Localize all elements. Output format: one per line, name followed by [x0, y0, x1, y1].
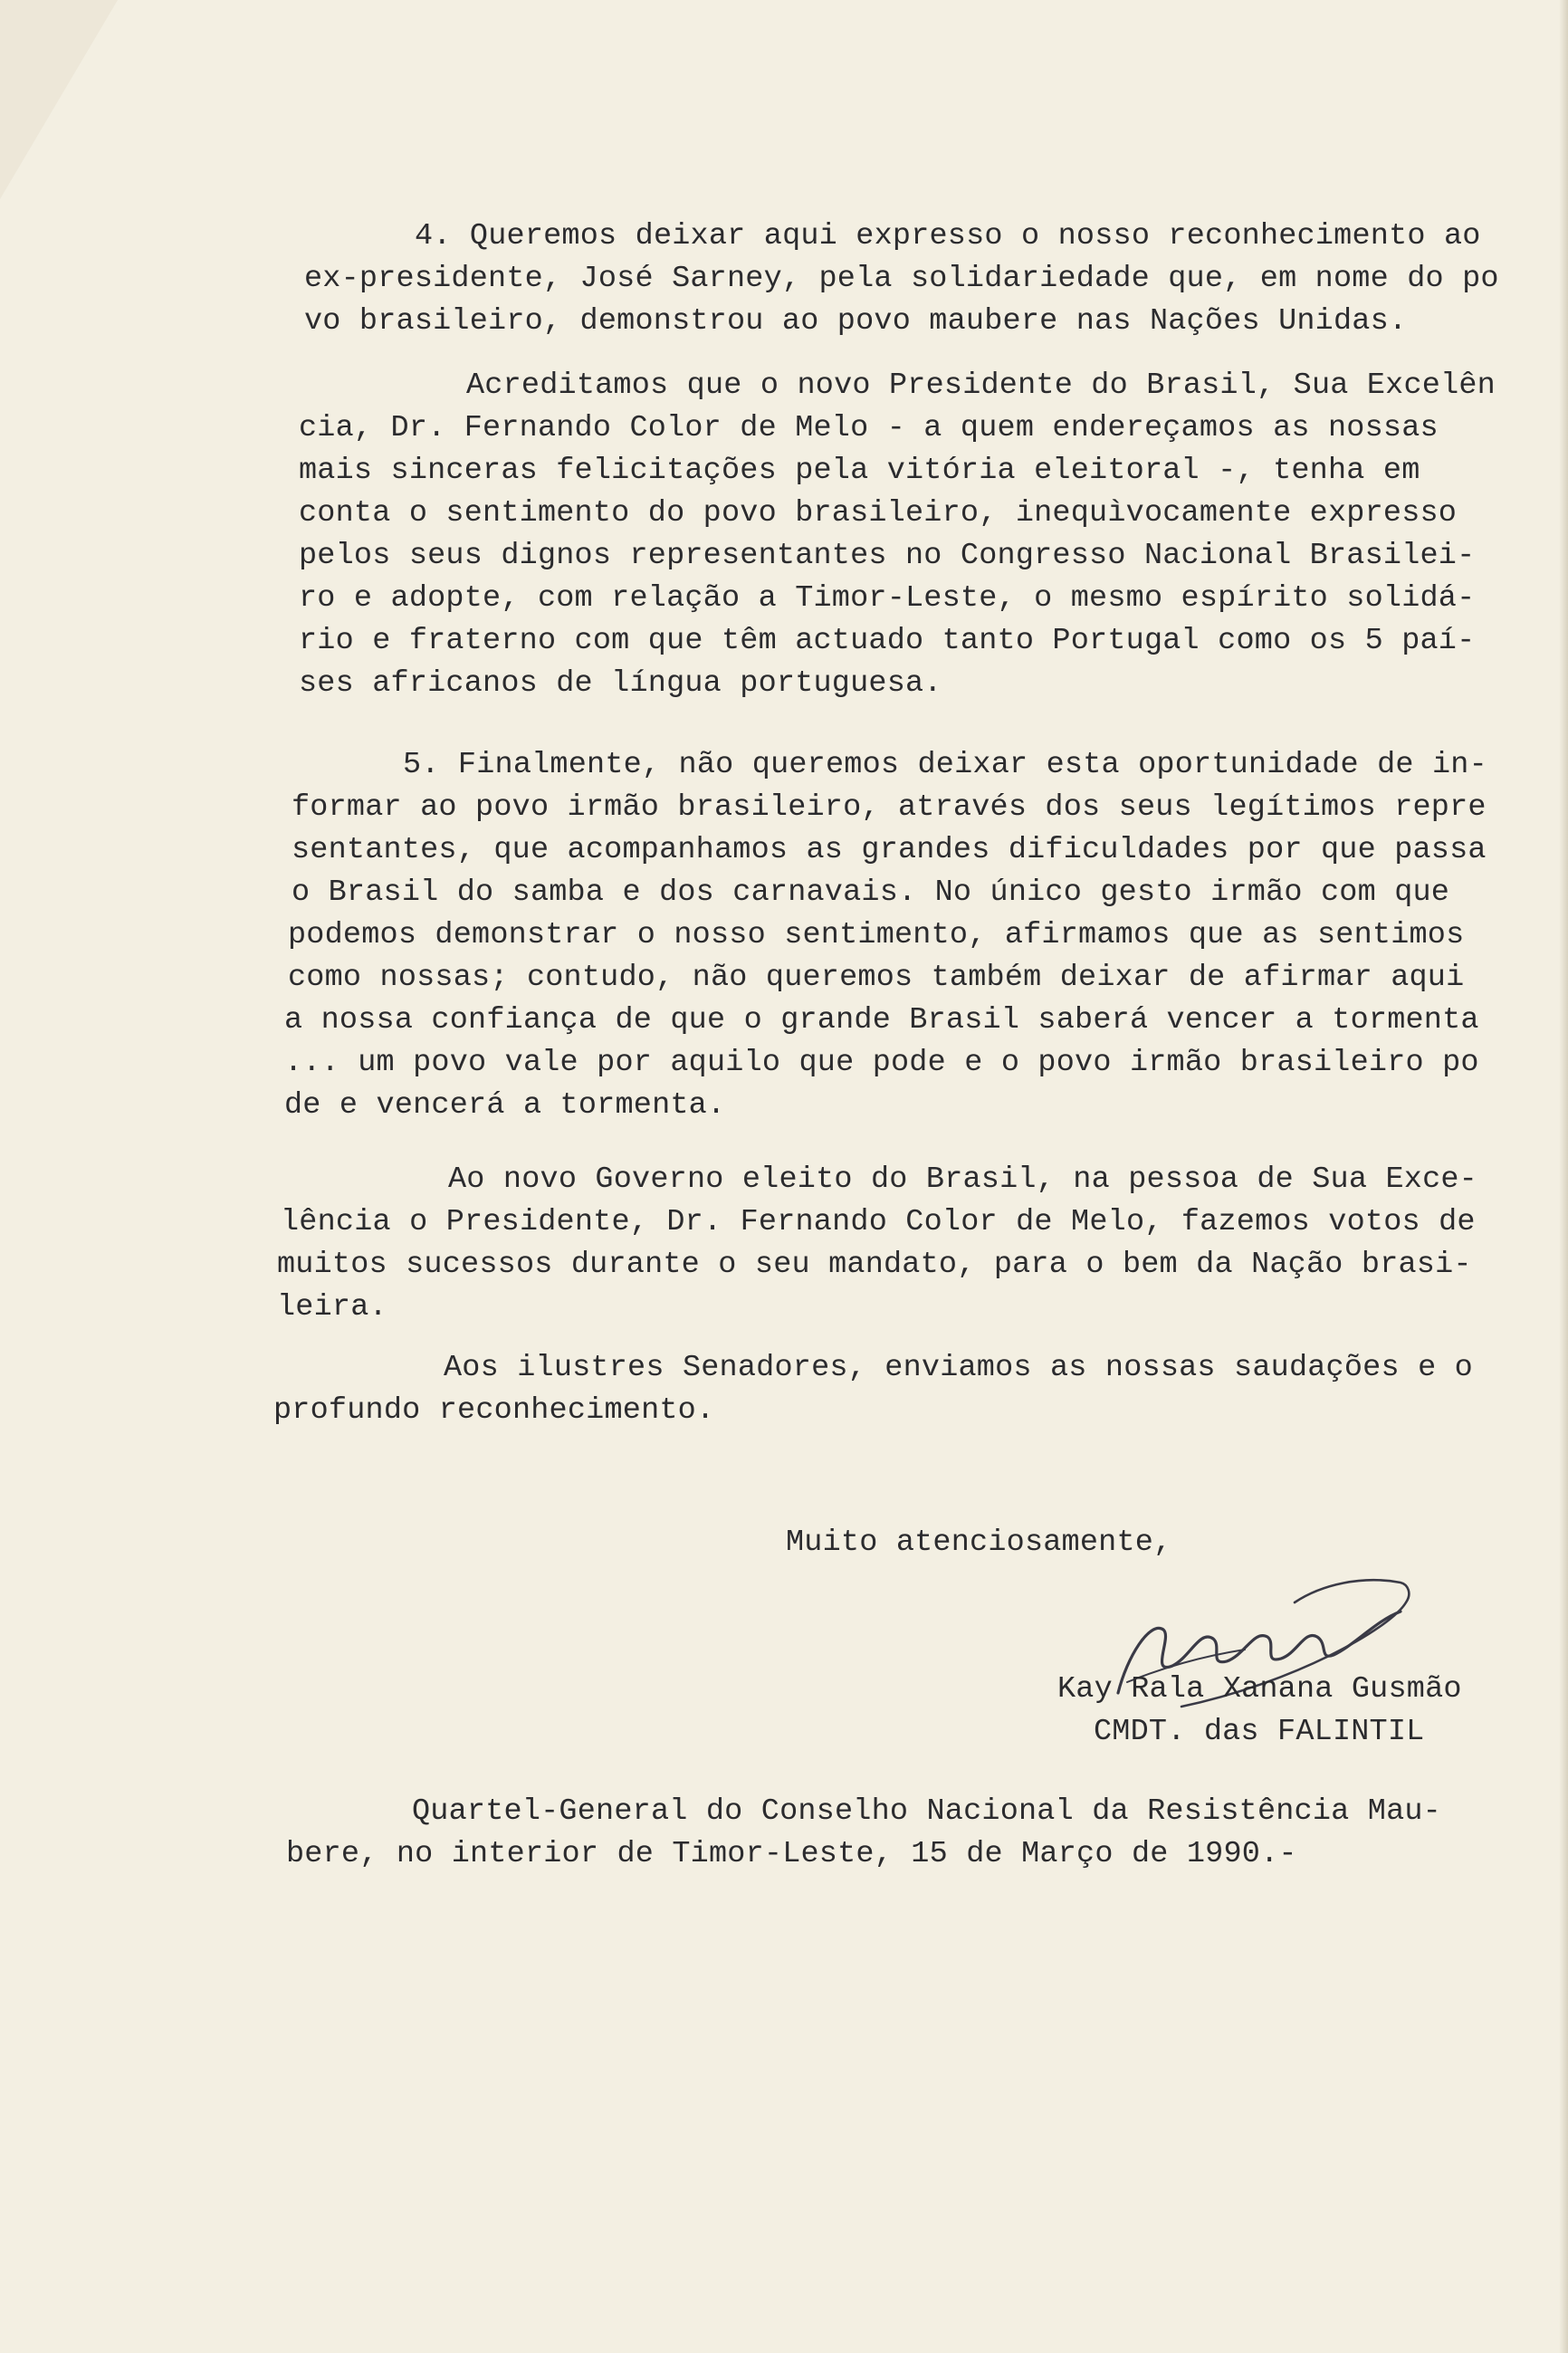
- paragraph-5-line-1: 5. Finalmente, não queremos deixar esta oportunidade de in-: [403, 748, 1487, 782]
- paragraph-5-line-3: sentantes, que acompanhamos as grandes dificuldades por que passa: [292, 833, 1487, 867]
- paragraph-4-line-3: vo brasileiro, demonstrou ao povo maubere nas Nações Unidas.: [304, 304, 1408, 339]
- page-edge-shadow: [1559, 0, 1568, 2353]
- paragraph-5-line-7: a nossa confiança de que o grande Brasil saberá vencer a tormenta: [284, 1003, 1479, 1038]
- paragraph-4b-line-6: ro e adopte, com relação a Timor-Leste, o mesmo espírito solidá-: [299, 581, 1476, 616]
- paragraph-7-line-2: profundo reconhecimento.: [273, 1393, 715, 1428]
- paragraph-5-line-5: podemos demonstrar o nosso sentimento, afirmamos que as sentimos: [288, 918, 1465, 952]
- paragraph-4b-line-5: pelos seus dignos representantes no Congresso Nacional Brasilei-: [299, 539, 1476, 573]
- signatory-title: CMDT. das FALINTIL: [1094, 1715, 1425, 1749]
- paragraph-5-line-8: ... um povo vale por aquilo que pode e o povo irmão brasileiro po: [284, 1046, 1479, 1080]
- paragraph-7-line-1: Aos ilustres Senadores, enviamos as nossas saudações e o: [444, 1351, 1473, 1385]
- paragraph-5-line-6: como nossas; contudo, não queremos também deixar de afirmar aqui: [288, 961, 1465, 995]
- folded-corner: [0, 0, 118, 199]
- paragraph-4b-line-4: conta o sentimento do povo brasileiro, inequìvocamente expresso: [299, 496, 1458, 531]
- place-date-line-1: Quartel-General do Conselho Nacional da Resistência Mau-: [412, 1794, 1441, 1829]
- signatory-name: Kay Rala Xanana Gusmão: [1057, 1672, 1462, 1707]
- closing-salutation: Muito atenciosamente,: [786, 1526, 1172, 1560]
- paragraph-6-line-3: muitos sucessos durante o seu mandato, para o bem da Nação brasi-: [277, 1248, 1472, 1282]
- paragraph-6-line-2: lência o Presidente, Dr. Fernando Color de Melo, fazemos votos de: [281, 1205, 1476, 1239]
- paragraph-4b-line-7: rio e fraterno com que têm actuado tanto Portugal como os 5 paí-: [299, 624, 1476, 658]
- paragraph-4-line-2: ex-presidente, José Sarney, pela solidariedade que, em nome do po: [304, 262, 1499, 296]
- paragraph-4-line-1: 4. Queremos deixar aqui expresso o nosso reconhecimento ao: [415, 219, 1481, 253]
- paragraph-5-line-9: de e vencerá a tormenta.: [284, 1088, 726, 1123]
- paragraph-4b-line-2: cia, Dr. Fernando Color de Melo - a quem endereçamos as nossas: [299, 411, 1439, 445]
- paragraph-4b-line-8: ses africanos de língua portuguesa.: [299, 666, 942, 701]
- paragraph-6-line-1: Ao novo Governo eleito do Brasil, na pessoa de Sua Exce-: [448, 1162, 1477, 1197]
- paragraph-5-line-4: o Brasil do samba e dos carnavais. No único gesto irmão com que: [292, 875, 1450, 910]
- paragraph-4b-line-3: mais sinceras felicitações pela vitória eleitoral -, tenha em: [299, 454, 1420, 488]
- paragraph-5-line-2: formar ao povo irmão brasileiro, através dos seus legítimos repre: [292, 790, 1487, 825]
- place-date-line-2: bere, no interior de Timor-Leste, 15 de Março de 1990.-: [286, 1837, 1297, 1871]
- paragraph-6-line-4: leira.: [277, 1290, 387, 1325]
- paragraph-4b-line-1: Acreditamos que o novo Presidente do Brasil, Sua Excelên: [466, 368, 1496, 403]
